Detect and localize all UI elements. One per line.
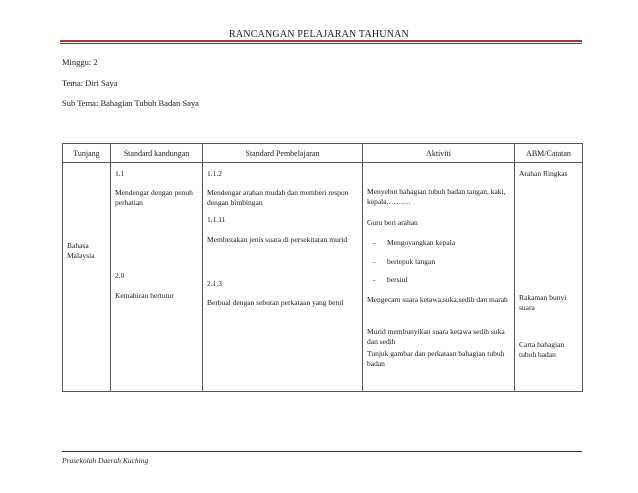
dash-icon: - [373, 275, 376, 284]
aktiviti-item-1: Menyebut bahagian tubuh badan tangan, kaki, kepala,……… [367, 187, 506, 206]
abm-item-2: Rakaman bunyi suara [519, 293, 567, 312]
aktiviti-bullet-1 [373, 238, 511, 248]
table-row [63, 163, 583, 392]
kandungan-code-2: 2.0 [115, 271, 125, 280]
aktiviti-item-2: Guru beri arahan [367, 218, 418, 227]
pembelajaran-text-3: Berbual dengan sebutan perkataan yang betul [207, 298, 344, 307]
aktiviti-item-4: Murid membunyikan suara ketawa sedih suka dan sedih [367, 327, 505, 346]
document-title: RANCANGAN PELAJARAN TAHUNAN [229, 29, 409, 40]
aktiviti-item-5: Tunjuk gambar dan perkataan bahagian tubuh badan [367, 349, 505, 368]
header-rule-dark [60, 43, 582, 44]
subtema-label: Sub Tema: Bahagian Tubuh Badan Saya [62, 98, 199, 108]
tunjang-text: Bahasa Malaysia [67, 241, 95, 260]
lesson-plan-table [62, 143, 583, 392]
abm-item-1: Arahan Ringkas [519, 169, 568, 178]
tema-label: Tema: Diri Saya [62, 78, 118, 88]
footer-rule [62, 451, 582, 452]
dash-icon: - [373, 238, 376, 247]
kandungan-text-2: Kemahiran bertutur [115, 291, 174, 300]
aktiviti-bullet-2-text: bertepuk tangan [387, 257, 436, 266]
cell-tunjang [63, 163, 111, 392]
pembelajaran-code-2: 1.1.11 [207, 215, 226, 224]
header-abm-catatan: ABM/Catatan [515, 144, 583, 163]
aktiviti-bullet-1-text: Mengoyangkan kepala [387, 238, 456, 247]
footer-text: Prasekolah Daerah Kuching [62, 456, 149, 465]
dash-icon: - [373, 257, 376, 266]
abm-item-3: Carta bahagian tubuh badan [519, 340, 565, 359]
pembelajaran-code-1: 1.1.2 [207, 169, 222, 178]
header-rule-red [60, 40, 582, 42]
pembelajaran-text-2: Membezakan jenis suara di persekitaran murid [207, 235, 348, 244]
header-tunjang: Tunjang [63, 144, 111, 163]
header-standard-pembelajaran: Standard Pembelajaran [203, 144, 363, 163]
kandungan-text-1: Mendengar dengan penuh perhatian [115, 188, 193, 207]
cell-abm [515, 163, 583, 392]
kandungan-code-1: 1.1 [115, 169, 125, 178]
table-header-row [63, 144, 583, 163]
cell-pembelajaran [203, 163, 363, 392]
minggu-label: Minggu: 2 [62, 57, 98, 67]
aktiviti-bullet-3 [373, 275, 511, 285]
pembelajaran-code-3: 2.1.3 [207, 279, 222, 288]
cell-kandungan [111, 163, 203, 392]
header-standard-kandungan: Standard kandungan [111, 144, 203, 163]
pembelajaran-text-1: Mendengar arahan mudah dan memberi respon dengan bimbingan [207, 188, 349, 207]
cell-aktiviti [363, 163, 515, 392]
aktiviti-bullet-3-text: bersiul [387, 275, 408, 284]
aktiviti-bullet-2 [373, 257, 511, 267]
aktiviti-item-3: Mengecam suara ketawa,suka,sedih dan marah [367, 295, 508, 304]
header-aktiviti: Aktiviti [363, 144, 515, 163]
